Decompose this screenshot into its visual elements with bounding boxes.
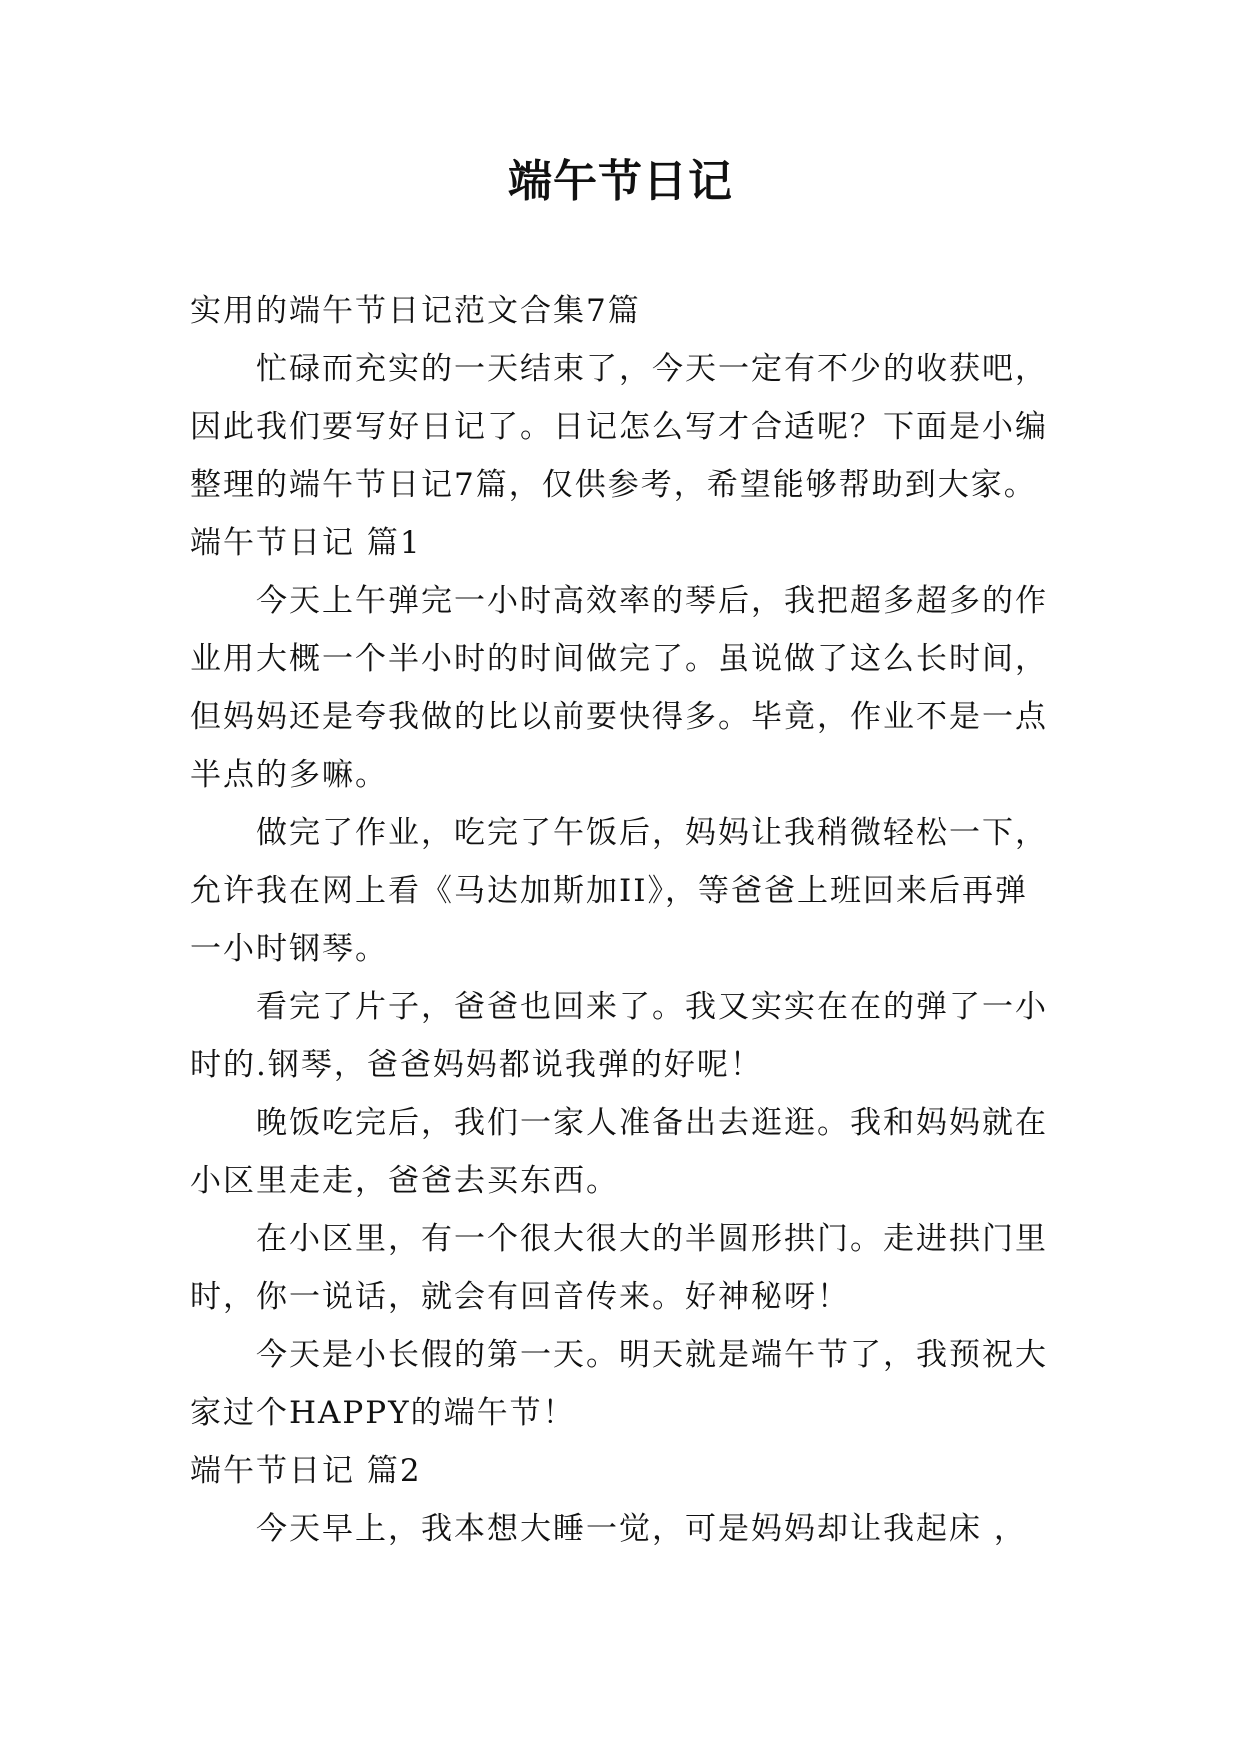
text-line: 看完了片子，爸爸也回来了。我又实实在在的弹了一小 [256,989,1048,1025]
text-line: 半点的多嘛。 [190,757,388,793]
text-line: 时的.钢琴，爸爸妈妈都说我弹的好呢！ [190,1047,763,1083]
text-line: 实用的端午节日记范文合集7篇 [190,293,641,329]
text-line: 端午节日记 篇2 [190,1453,422,1489]
text-line: 今天早上，我本想大睡一觉，可是妈妈却让我起床 ， [256,1511,1027,1547]
text-line: 忙碌而充实的一天结束了，今天一定有不少的收获吧， [256,351,1048,387]
text-line: 允许我在网上看《马达加斯加II》，等爸爸上班回来后再弹 [190,873,1028,909]
text-line: 今天上午弹完一小时高效率的琴后，我把超多超多的作 [256,583,1048,619]
text-line: 端午节日记 篇1 [190,525,422,561]
text-line: 因此我们要写好日记了。日记怎么写才合适呢？下面是小编 [190,409,1048,445]
text-line: 今天是小长假的第一天。明天就是端午节了，我预祝大 [256,1337,1048,1373]
text-line: 业用大概一个半小时的时间做完了。虽说做了这么长时间， [190,641,1048,677]
document-title: 端午节日记 [508,156,733,207]
text-line: 一小时钢琴。 [190,931,388,967]
text-line: 晚饭吃完后，我们一家人准备出去逛逛。我和妈妈就在 [256,1105,1048,1141]
text-line: 时，你一说话，就会有回音传来。好神秘呀！ [190,1279,850,1315]
text-line: 在小区里，有一个很大很大的半圆形拱门。走进拱门里 [256,1221,1048,1257]
text-line: 做完了作业，吃完了午饭后，妈妈让我稍微轻松一下， [256,815,1048,851]
text-line: 小区里走走，爸爸去买东西。 [190,1163,619,1199]
text-line: 但妈妈还是夸我做的比以前要快得多。毕竟，作业不是一点 [190,699,1048,735]
document-body [190,282,1080,1558]
text-line: 家过个HAPPY的端午节！ [190,1395,576,1431]
text-line: 整理的端午节日记7篇，仅供参考，希望能够帮助到大家。 [190,467,1037,503]
